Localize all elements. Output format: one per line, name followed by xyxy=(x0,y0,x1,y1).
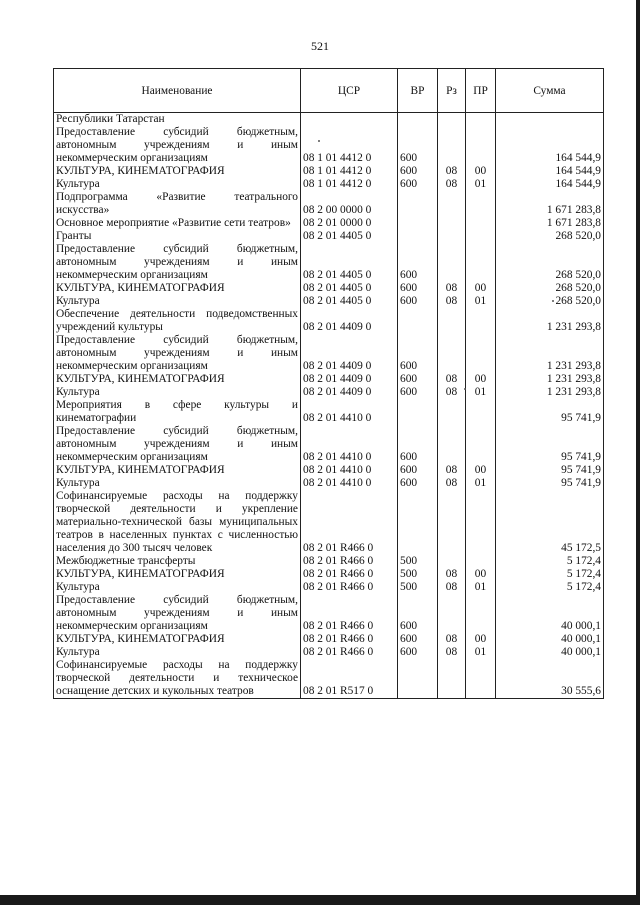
cell-rz xyxy=(438,334,466,373)
cell-name: Культура xyxy=(54,646,301,659)
cell-pr xyxy=(466,490,496,555)
cell-vr: 600 xyxy=(398,243,438,282)
cell-code: 08 2 01 4410 0 xyxy=(301,399,398,425)
table-row xyxy=(54,581,604,594)
cell-name: Культура xyxy=(54,178,301,191)
table-row xyxy=(54,659,604,699)
cell-name: Культура xyxy=(54,581,301,594)
cell-name: КУЛЬТУРА, КИНЕМАТОГРАФИЯ xyxy=(54,568,301,581)
cell-pr: 00 xyxy=(466,165,496,178)
cell-name: КУЛЬТУРА, КИНЕМАТОГРАФИЯ xyxy=(54,282,301,295)
cell-rz xyxy=(438,191,466,217)
table-row xyxy=(54,477,604,490)
cell-vr: 600 xyxy=(398,594,438,633)
cell-sum: 1 671 283,8 xyxy=(496,191,604,217)
cell-code: 08 2 01 4405 0 xyxy=(301,243,398,282)
cell-vr xyxy=(398,399,438,425)
cell-sum: 268 520,0 xyxy=(496,295,604,308)
table-row xyxy=(54,373,604,386)
scan-speck xyxy=(552,300,554,302)
cell-rz: 08 xyxy=(438,477,466,490)
cell-pr xyxy=(466,308,496,334)
cell-pr: 01 xyxy=(466,386,496,399)
cell-pr: 00 xyxy=(466,373,496,386)
table-row xyxy=(54,464,604,477)
table-row xyxy=(54,217,604,230)
cell-code: 08 1 01 4412 0 xyxy=(301,126,398,165)
table-row xyxy=(54,191,604,217)
cell-sum: 40 000,1 xyxy=(496,594,604,633)
cell-name: Культура xyxy=(54,295,301,308)
cell-vr xyxy=(398,191,438,217)
table-row xyxy=(54,282,604,295)
cell-vr xyxy=(398,490,438,555)
cell-pr xyxy=(466,230,496,243)
cell-pr xyxy=(466,659,496,699)
cell-rz xyxy=(438,425,466,464)
table-row xyxy=(54,243,604,282)
table-row xyxy=(54,178,604,191)
cell-sum: 1 231 293,8 xyxy=(496,334,604,373)
cell-code: 08 2 01 R517 0 xyxy=(301,659,398,699)
cell-name: Основное мероприятие «Развитие сети театров» xyxy=(54,217,301,230)
cell-code: 08 2 01 4409 0 xyxy=(301,373,398,386)
cell-name: Предоставление субсидий бюджетным, автономным учреждениям и иным некоммерческим организациям xyxy=(54,126,301,165)
table-row xyxy=(54,555,604,568)
cell-pr xyxy=(466,334,496,373)
cell-sum: 40 000,1 xyxy=(496,633,604,646)
cell-sum: 164 544,9 xyxy=(496,126,604,165)
cell-sum: 95 741,9 xyxy=(496,425,604,464)
header-name: Наименование xyxy=(54,69,301,113)
cell-rz: 08 xyxy=(438,633,466,646)
cell-name: Софинансируемые расходы на поддержку творческой деятельности и техническое оснащение детских и кукольных театров xyxy=(54,659,301,699)
cell-vr xyxy=(398,217,438,230)
cell-pr: 01 xyxy=(466,477,496,490)
cell-vr xyxy=(398,230,438,243)
cell-vr: 600 xyxy=(398,464,438,477)
cell-vr: 500 xyxy=(398,555,438,568)
cell-rz: 08 xyxy=(438,165,466,178)
table-row xyxy=(54,386,604,399)
table-row xyxy=(54,633,604,646)
table-row xyxy=(54,308,604,334)
cell-name: Подпрограмма «Развитие театрального искусства» xyxy=(54,191,301,217)
table-row xyxy=(54,425,604,464)
cell-name: Предоставление субсидий бюджетным, автономным учреждениям и иным некоммерческим организациям xyxy=(54,425,301,464)
cell-code: 08 2 01 R466 0 xyxy=(301,633,398,646)
cell-code: 08 2 01 4409 0 xyxy=(301,386,398,399)
cell-pr: 01 xyxy=(466,178,496,191)
cell-name: Культура xyxy=(54,477,301,490)
cell-pr: 01 xyxy=(466,646,496,659)
cell-rz xyxy=(438,594,466,633)
cell-name: КУЛЬТУРА, КИНЕМАТОГРАФИЯ xyxy=(54,633,301,646)
cell-code: 08 2 01 4410 0 xyxy=(301,425,398,464)
cell-vr: 600 xyxy=(398,477,438,490)
table-row xyxy=(54,126,604,165)
cell-rz xyxy=(438,659,466,699)
cell-code: 08 1 01 4412 0 xyxy=(301,178,398,191)
cell-name: Обеспечение деятельности подведомственных учреждений культуры xyxy=(54,308,301,334)
cell-name: КУЛЬТУРА, КИНЕМАТОГРАФИЯ xyxy=(54,165,301,178)
cell-rz xyxy=(438,230,466,243)
cell-vr: 600 xyxy=(398,425,438,464)
scan-bottom-edge xyxy=(0,895,640,905)
scan-speck xyxy=(318,140,320,142)
cell-code xyxy=(301,113,398,127)
cell-pr xyxy=(466,191,496,217)
cell-rz xyxy=(438,308,466,334)
cell-rz: 08 xyxy=(438,373,466,386)
cell-pr xyxy=(466,425,496,464)
cell-pr xyxy=(466,243,496,282)
cell-name: КУЛЬТУРА, КИНЕМАТОГРАФИЯ xyxy=(54,464,301,477)
cell-rz xyxy=(438,126,466,165)
cell-sum: 95 741,9 xyxy=(496,477,604,490)
cell-sum: 268 520,0 xyxy=(496,282,604,295)
cell-vr: 600 xyxy=(398,373,438,386)
cell-pr: 00 xyxy=(466,464,496,477)
cell-vr: 600 xyxy=(398,334,438,373)
cell-sum: 95 741,9 xyxy=(496,464,604,477)
cell-name: Предоставление субсидий бюджетным, автономным учреждениям и иным некоммерческим организациям xyxy=(54,594,301,633)
cell-pr: 01 xyxy=(466,295,496,308)
cell-code: 08 2 01 4405 0 xyxy=(301,295,398,308)
cell-sum: 30 555,6 xyxy=(496,659,604,699)
cell-vr: 600 xyxy=(398,126,438,165)
cell-rz: 08 xyxy=(438,646,466,659)
table-row xyxy=(54,113,604,127)
cell-sum: 164 544,9 xyxy=(496,165,604,178)
cell-pr xyxy=(466,399,496,425)
cell-pr: 00 xyxy=(466,282,496,295)
cell-code: 08 2 01 R466 0 xyxy=(301,568,398,581)
cell-name: Межбюджетные трансферты xyxy=(54,555,301,568)
page-number: 521 xyxy=(311,39,329,53)
table-row xyxy=(54,490,604,555)
cell-name: Предоставление субсидий бюджетным, автономным учреждениям и иным некоммерческим организациям xyxy=(54,243,301,282)
cell-rz xyxy=(438,490,466,555)
table-row xyxy=(54,568,604,581)
cell-sum: 5 172,4 xyxy=(496,568,604,581)
header-pr: ПР xyxy=(466,69,496,113)
cell-vr: 600 xyxy=(398,282,438,295)
cell-vr xyxy=(398,308,438,334)
cell-rz: 08 xyxy=(438,282,466,295)
scan-right-edge xyxy=(636,0,640,905)
cell-code: 08 2 01 R466 0 xyxy=(301,646,398,659)
cell-code: 08 2 01 4405 0 xyxy=(301,230,398,243)
cell-sum: 95 741,9 xyxy=(496,399,604,425)
cell-sum: 1 671 283,8 xyxy=(496,217,604,230)
cell-rz xyxy=(438,555,466,568)
cell-vr: 600 xyxy=(398,295,438,308)
cell-rz: 08 xyxy=(438,178,466,191)
table-row xyxy=(54,165,604,178)
cell-pr: 00 xyxy=(466,568,496,581)
cell-rz: 08 xyxy=(438,464,466,477)
cell-sum: 268 520,0 xyxy=(496,243,604,282)
cell-name: Республики Татарстан xyxy=(54,113,301,127)
cell-code: 08 2 01 4409 0 xyxy=(301,308,398,334)
cell-code: 08 2 01 4409 0 xyxy=(301,334,398,373)
cell-pr xyxy=(466,126,496,165)
cell-pr xyxy=(466,113,496,127)
header-code: ЦСР xyxy=(301,69,398,113)
cell-name: Гранты xyxy=(54,230,301,243)
cell-rz: 08 xyxy=(438,568,466,581)
budget-table xyxy=(53,68,604,699)
cell-code: 08 2 01 4410 0 xyxy=(301,464,398,477)
table-row xyxy=(54,230,604,243)
cell-name: Культура xyxy=(54,386,301,399)
cell-vr: 600 xyxy=(398,633,438,646)
table-header-row xyxy=(54,69,604,113)
cell-vr xyxy=(398,113,438,127)
cell-vr: 600 xyxy=(398,178,438,191)
table-row xyxy=(54,295,604,308)
cell-vr: 500 xyxy=(398,568,438,581)
cell-code: 08 2 01 R466 0 xyxy=(301,555,398,568)
table-row xyxy=(54,594,604,633)
cell-pr: 00 xyxy=(466,633,496,646)
cell-vr: 600 xyxy=(398,165,438,178)
cell-code: 08 2 01 R466 0 xyxy=(301,490,398,555)
cell-sum: 45 172,5 xyxy=(496,490,604,555)
cell-code: 08 2 01 4405 0 xyxy=(301,282,398,295)
cell-sum: 5 172,4 xyxy=(496,555,604,568)
scan-speck xyxy=(464,388,466,390)
table-row xyxy=(54,646,604,659)
cell-sum: 164 544,9 xyxy=(496,178,604,191)
cell-rz: 08 xyxy=(438,295,466,308)
cell-code: 08 2 01 R466 0 xyxy=(301,594,398,633)
cell-name: Софинансируемые расходы на поддержку творческой деятельности и укрепление материально-технической базы муниципальных театров в населенных пунктах с численностью населения до 300 тысяч человек xyxy=(54,490,301,555)
cell-vr xyxy=(398,659,438,699)
cell-code: 08 2 00 0000 0 xyxy=(301,191,398,217)
cell-pr xyxy=(466,594,496,633)
cell-code: 08 1 01 4412 0 xyxy=(301,165,398,178)
cell-pr xyxy=(466,555,496,568)
cell-code: 08 2 01 4410 0 xyxy=(301,477,398,490)
cell-rz xyxy=(438,243,466,282)
table-row xyxy=(54,399,604,425)
cell-name: Предоставление субсидий бюджетным, автономным учреждениям и иным некоммерческим организациям xyxy=(54,334,301,373)
table-row xyxy=(54,334,604,373)
cell-rz xyxy=(438,399,466,425)
cell-code: 08 2 01 0000 0 xyxy=(301,217,398,230)
cell-vr: 600 xyxy=(398,386,438,399)
header-sum: Сумма xyxy=(496,69,604,113)
cell-sum: 1 231 293,8 xyxy=(496,386,604,399)
cell-pr xyxy=(466,217,496,230)
cell-sum: 1 231 293,8 xyxy=(496,373,604,386)
cell-vr: 500 xyxy=(398,581,438,594)
header-vr: ВР xyxy=(398,69,438,113)
cell-pr: 01 xyxy=(466,581,496,594)
cell-sum: 40 000,1 xyxy=(496,646,604,659)
cell-sum xyxy=(496,113,604,127)
header-rz: Рз xyxy=(438,69,466,113)
cell-rz: 08 xyxy=(438,386,466,399)
cell-sum: 1 231 293,8 xyxy=(496,308,604,334)
cell-rz xyxy=(438,217,466,230)
cell-sum: 268 520,0 xyxy=(496,230,604,243)
cell-name: КУЛЬТУРА, КИНЕМАТОГРАФИЯ xyxy=(54,373,301,386)
cell-vr: 600 xyxy=(398,646,438,659)
cell-name: Мероприятия в сфере культуры и кинематографии xyxy=(54,399,301,425)
cell-rz: 08 xyxy=(438,581,466,594)
cell-rz xyxy=(438,113,466,127)
cell-sum: 5 172,4 xyxy=(496,581,604,594)
cell-code: 08 2 01 R466 0 xyxy=(301,581,398,594)
